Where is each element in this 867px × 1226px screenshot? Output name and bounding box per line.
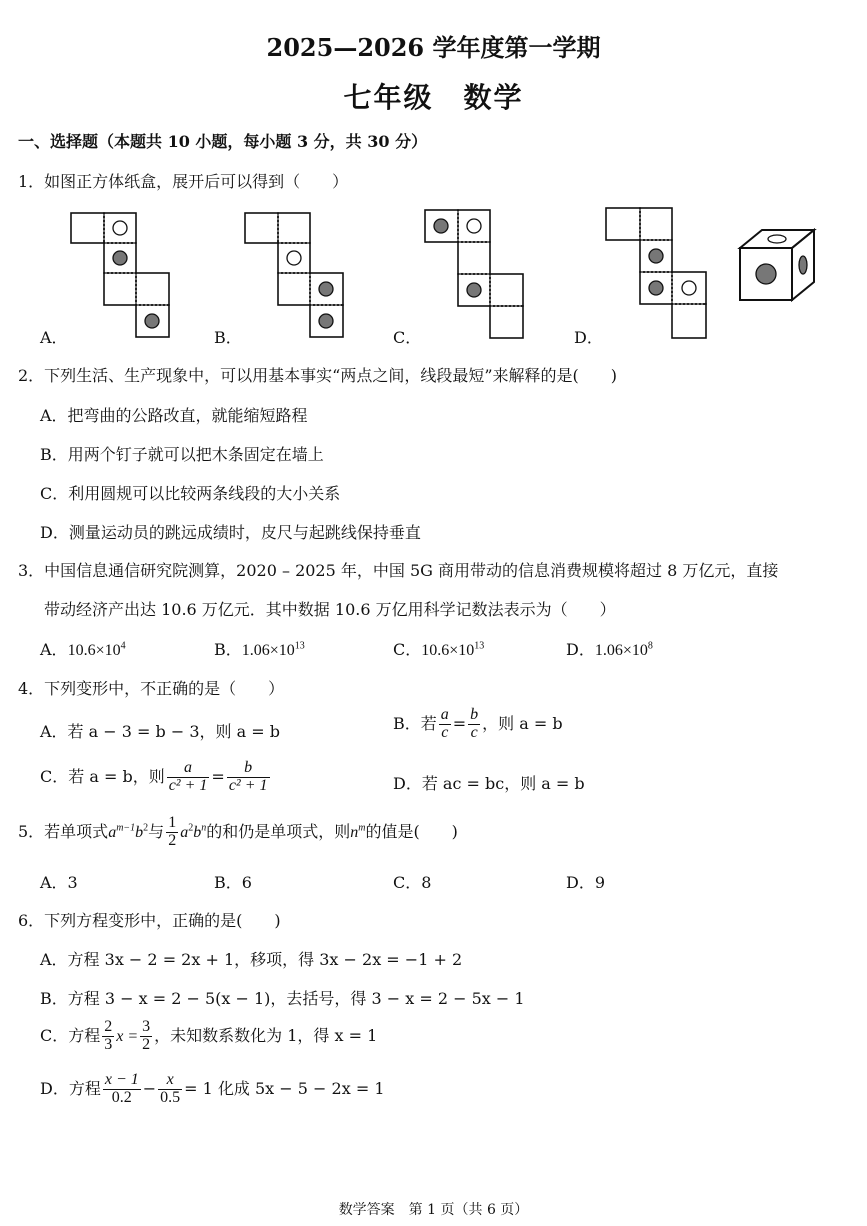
q3-option-d: D．$1.06\times 10^8$	[566, 640, 653, 659]
q1-option-c: C．	[393, 328, 422, 347]
filled-dot-icon	[113, 251, 127, 265]
hollow-dot-icon	[682, 281, 696, 295]
q2-option-b: B．用两个钉子就可以把木条固定在墙上	[40, 445, 324, 464]
q5-option-b: B．6	[214, 873, 252, 892]
filled-dot-icon	[649, 249, 663, 263]
question-6-stem: 6．下列方程变形中，正确的是( )	[18, 911, 281, 930]
hollow-dot-icon	[287, 251, 301, 265]
exam-title: 2025—2026 学年度第一学期	[266, 33, 601, 62]
q5-option-a: A．3	[40, 873, 78, 892]
q5-option-d: D．9	[566, 873, 606, 892]
q5-option-c: C．8	[393, 873, 432, 892]
question-2-stem: 2．下列生活、生产现象中，可以用基本事实“两点之间，线段最短”来解释的是( )	[18, 366, 618, 385]
q2-option-c: C．利用圆规可以比较两条线段的大小关系	[40, 484, 341, 503]
q1-option-a: A．	[40, 328, 68, 347]
filled-dot-icon	[467, 283, 481, 297]
q6-option-d: D．方程 $\frac{x - 1}{0.2}$ − $\frac{x}{0.5}$ = 1 化成 5x − 5 − 2x = 1	[40, 1071, 385, 1106]
filled-dot-icon	[756, 264, 776, 284]
q6-option-c: C．方程 $\frac{2}{3}$ x = $\frac{3}{2}$ ，未知数系数化为 1，得 x = 1	[40, 1018, 378, 1053]
section-heading: 一、选择题（本题共 10 小题，每小题 3 分，共 30 分）	[18, 132, 428, 151]
hollow-dot-icon	[113, 221, 127, 235]
question-3-line-1: 3．中国信息通信研究院测算，2020 – 2025 年，中国 5G 商用带动的信息消费规模将超过 8 万亿元，直接	[18, 561, 779, 580]
page-footer: 数学答案 第 1 页（共 6 页）	[338, 1202, 529, 1218]
q2-option-d: D．测量运动员的跳远成绩时，皮尺与起跳线保持垂直	[40, 523, 421, 542]
q1-option-d: D．	[574, 328, 603, 347]
q3-option-a: A．$10.6\times 10^4$	[40, 640, 126, 659]
cube-net-figures	[0, 200, 867, 370]
filled-dot-icon	[145, 314, 159, 328]
q4-option-a: A．若 a − 3 = b − 3，则 a = b	[40, 722, 280, 741]
filled-dot-icon	[799, 256, 807, 274]
q1-option-b: B．	[214, 328, 242, 347]
q6-option-a: A．方程 3x − 2 = 2x + 1，移项，得 3x − 2x = −1 + 2	[40, 950, 463, 969]
question-3-line-2: 带动经济产出达 10.6 万亿元．其中数据 10.6 万亿用科学记数法表示为（ ）	[44, 600, 616, 619]
q2-option-a: A．把弯曲的公路改直，就能缩短路程	[40, 406, 308, 425]
q4-option-c: C．若 a = b，则 $\frac{a}{\text{c² + 1}}$ = $\frac{b}{\text{c² + 1}}$	[40, 759, 268, 794]
q3-option-b: B．$1.06\times 10^{13}$	[214, 640, 305, 659]
cube-net-d	[606, 208, 706, 338]
q4-option-b: B．若 $\frac{a}{c}$ = $\frac{b}{c}$ ，则 a = b	[393, 706, 563, 741]
hollow-dot-icon	[467, 219, 481, 233]
filled-dot-icon	[319, 314, 333, 328]
q4-option-d: D．若 ac = bc，则 a = b	[393, 774, 585, 793]
exam-subject: 七年级 数学	[343, 81, 524, 114]
filled-dot-icon	[434, 219, 448, 233]
q6-option-b: B．方程 3 − x = 2 − 5(x − 1)，去括号，得 3 − x = 2 − 5x − 1	[40, 989, 525, 1008]
question-4-stem: 4．下列变形中，不正确的是（ ）	[18, 679, 285, 698]
filled-dot-icon	[319, 282, 333, 296]
q3-option-c: C．$10.6\times 10^{13}$	[393, 640, 485, 659]
filled-dot-icon	[649, 281, 663, 295]
question-1-stem: 1．如图正方体纸盒，展开后可以得到（ ）	[18, 172, 349, 191]
hollow-dot-icon	[768, 235, 786, 243]
question-5-stem: 5．若单项式$a^{m-1}b^2$与 $\frac{1}{2}$ $a^2b^n$的和仍是单项式，则$n^m$的值是( )	[18, 814, 458, 849]
